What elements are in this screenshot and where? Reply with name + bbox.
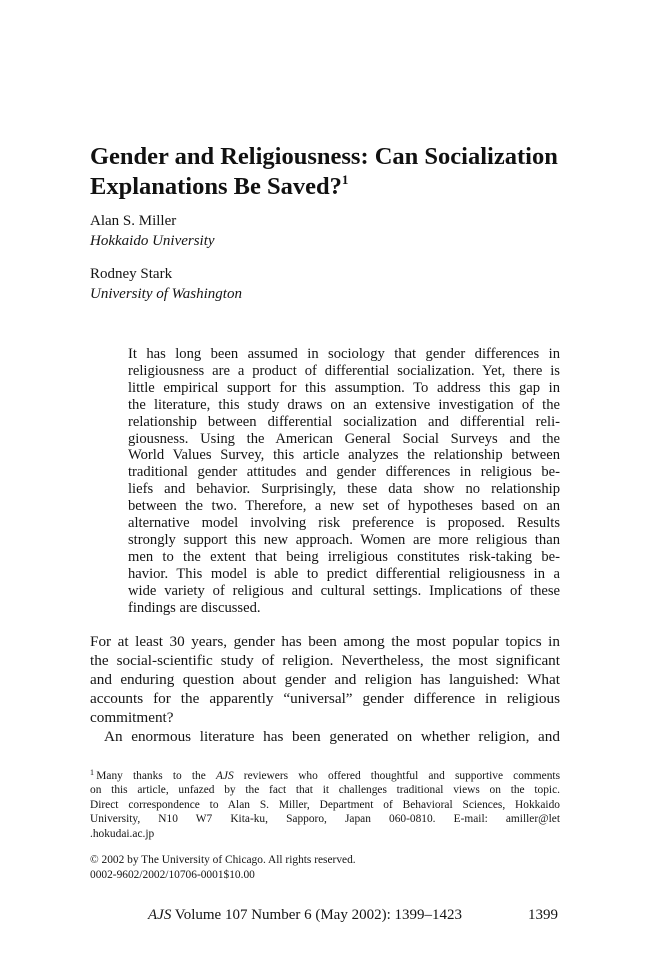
abstract-line: between the two. Therefore, a new set of hypotheses based on an xyxy=(128,498,560,515)
footnote-mark: 1 xyxy=(90,768,94,777)
footnote xyxy=(90,769,560,841)
abstract-line: liefs and behavior. Surprisingly, these data show no relationship xyxy=(128,481,560,498)
abstract-line: havior. This model is able to predict differential religiousness in a xyxy=(128,565,560,582)
author-name: Alan S. Miller xyxy=(90,213,177,229)
issn-line: 0002-9602/2002/10706-0001$10.00 xyxy=(90,869,255,881)
abstract-line: It has long been assumed in sociology that gender differences in xyxy=(128,346,560,362)
abstract-line: the literature, this study draws on an extensive investigation of the xyxy=(128,396,560,413)
author-2 xyxy=(90,264,242,304)
abstract-line: strongly support this new approach. Women are more religious than xyxy=(128,531,560,548)
page-number: 1399 xyxy=(528,907,558,923)
abstract-line: little empirical support for this assumption. To address this gap in xyxy=(128,379,560,396)
body-line: accounts for the apparently “universal” gender difference in religious xyxy=(90,690,560,708)
journal-citation xyxy=(148,905,462,925)
author-affiliation: Hokkaido University xyxy=(90,233,215,249)
author-1 xyxy=(90,211,215,251)
copyright-line: © 2002 by The University of Chicago. All rights reserved. xyxy=(90,854,356,866)
footnote-line: .hokudai.ac.jp xyxy=(90,827,155,840)
footnote-line: on this article, unfazed by the fact that it challenges traditional views on the topic. xyxy=(90,784,560,797)
body-text xyxy=(90,632,560,747)
abstract-line: World Values Survey, this article analyzes the relationship between xyxy=(128,447,560,464)
author-affiliation: University of Washington xyxy=(90,286,242,302)
abstract-line: traditional gender attitudes and gender differences in religious be- xyxy=(128,464,560,481)
abstract-line: relationship between differential socialization and differential reli- xyxy=(128,413,560,430)
author-name: Rodney Stark xyxy=(90,266,173,282)
title-line-1: Gender and Religiousness: Can Socialization xyxy=(90,143,558,170)
title-footnote-mark: 1 xyxy=(341,172,349,187)
footnote-text: Many thanks to the xyxy=(96,770,216,782)
body-line: and enduring question about gender and religion has languished: What xyxy=(90,671,560,689)
abstract-line: alternative model involving risk preference is proposed. Results xyxy=(128,515,560,532)
journal-volume-issue: Volume 107 Number 6 (May 2002): 1399–1423 xyxy=(171,907,463,923)
abstract-line: findings are discussed. xyxy=(128,599,261,616)
title-line-2-text: Explanations Be Saved? xyxy=(90,173,342,200)
body-line: For at least 30 years, gender has been among the most popular topics in xyxy=(90,633,560,650)
footnote-text: reviewers who offered thoughtful and supportive comments xyxy=(233,770,561,782)
journal-name: AJS xyxy=(148,907,172,923)
abstract-line: religiousness are a product of differential socialization. Yet, there is xyxy=(128,362,560,379)
footnote-line: University, N10 W7 Kita-ku, Sapporo, Japan 060-0810. E-mail: amiller@let xyxy=(90,813,560,826)
abstract-line: men to the extent that being irreligious constitutes risk-taking be- xyxy=(128,548,560,565)
body-line: An enormous literature has been generated on whether religion, and xyxy=(104,728,560,746)
copyright-notice xyxy=(90,853,356,883)
abstract-line: giousness. Using the American General Social Surveys and the xyxy=(128,430,560,447)
footnote-journal-name: AJS xyxy=(215,770,234,782)
body-line: the social-scientific study of religion. Nevertheless, the most significant xyxy=(90,652,560,670)
body-line: commitment? xyxy=(90,709,174,727)
article-title xyxy=(90,142,590,202)
title-line-2 xyxy=(90,172,590,202)
abstract-line: wide variety of religious and cultural settings. Implications of these xyxy=(128,582,560,599)
abstract xyxy=(128,346,560,617)
footnote-line xyxy=(90,769,560,783)
footnote-line: Direct correspondence to Alan S. Miller, Department of Behavioral Sciences, Hokkaido xyxy=(90,798,560,811)
